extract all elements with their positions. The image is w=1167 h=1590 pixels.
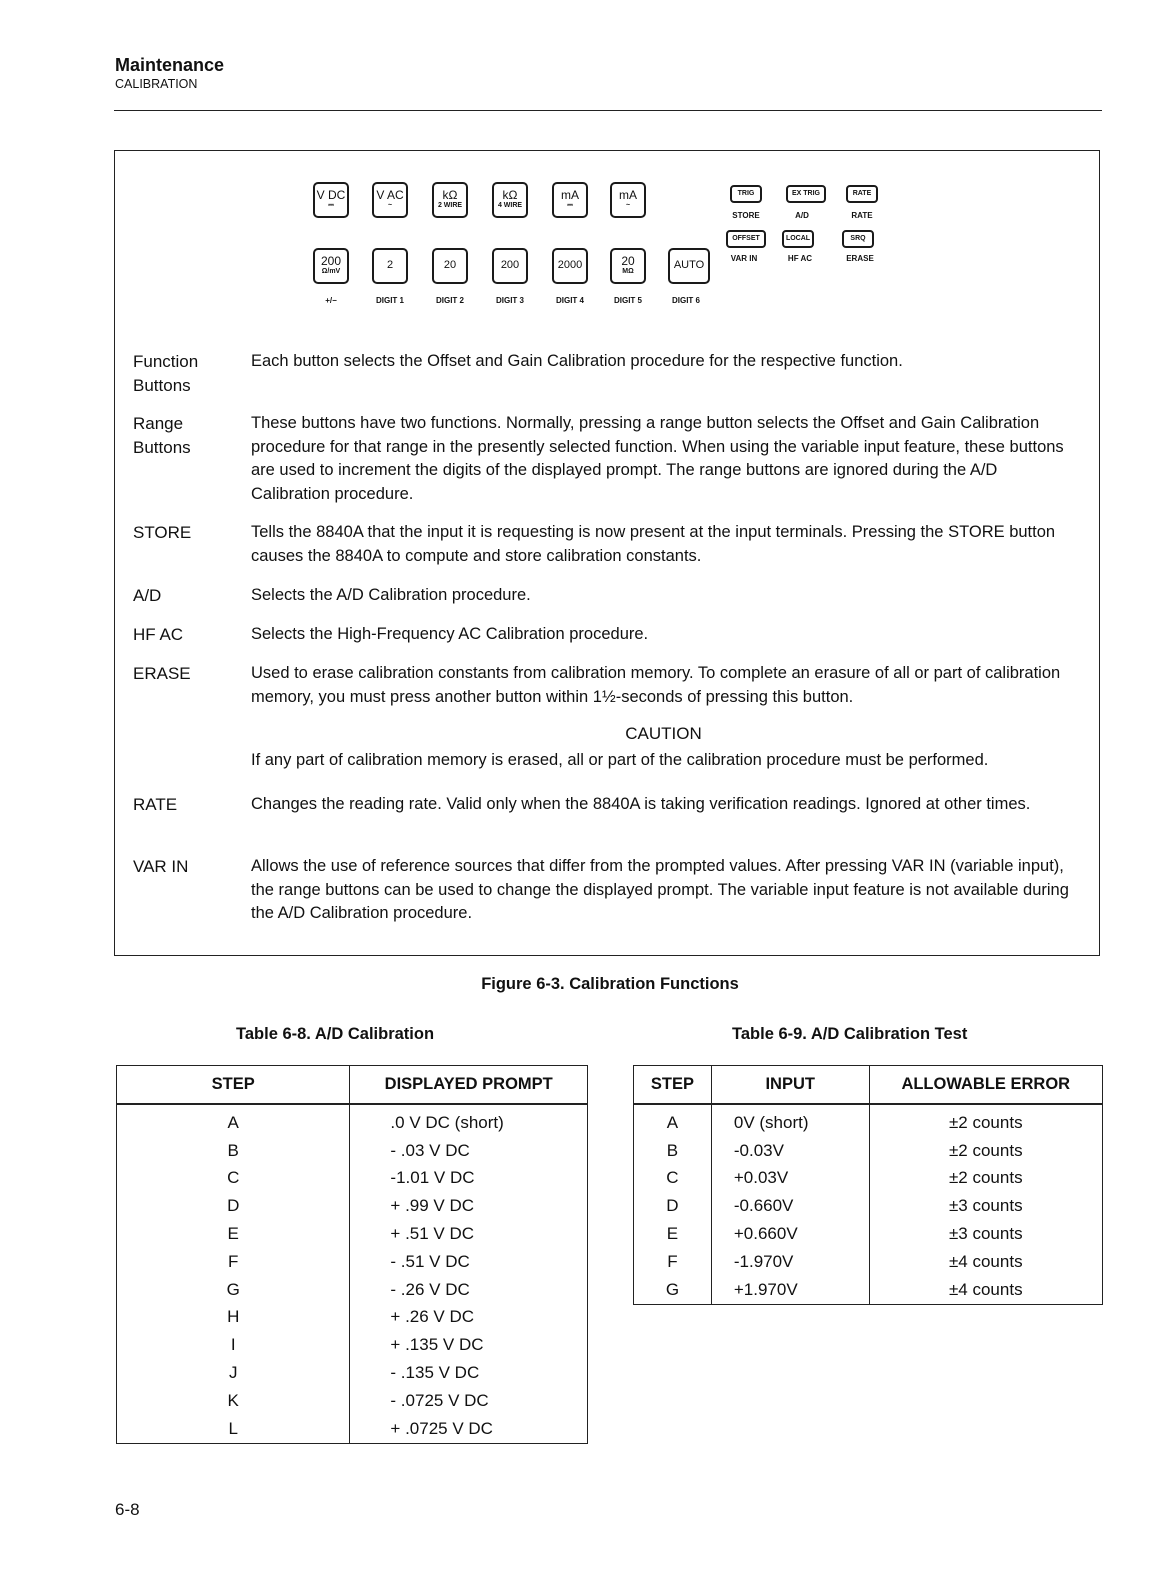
table-cell: C <box>634 1165 712 1193</box>
table-row <box>117 1415 588 1443</box>
table-row <box>634 1165 1103 1193</box>
table-cell: J <box>117 1359 350 1387</box>
secondary-button[interactable]: OFFSET <box>726 230 766 248</box>
secondary-button[interactable]: RATE <box>846 185 878 203</box>
table-row <box>634 1276 1103 1304</box>
definition-term: A/D <box>133 586 162 605</box>
table-row <box>117 1137 588 1165</box>
range-button-sublabel: MΩ <box>622 268 634 275</box>
table-cell: ±2 counts <box>869 1104 1102 1137</box>
range-button[interactable] <box>610 248 646 284</box>
table-cell: -1.01 V DC <box>350 1165 588 1193</box>
range-button-caption: DIGIT 2 <box>435 296 464 305</box>
table-cell: D <box>117 1192 350 1220</box>
definition-text: Selects the High-Frequency AC Calibration procedure. <box>251 625 649 643</box>
secondary-button[interactable]: LOCAL <box>782 230 814 248</box>
range-button-label: 20 <box>621 254 635 268</box>
section-subtitle: CALIBRATION <box>115 77 198 91</box>
table-cell: ±4 counts <box>869 1248 1102 1276</box>
function-button-sublabel: 2 WIRE <box>437 202 463 209</box>
range-button[interactable] <box>668 248 710 284</box>
table-cell: F <box>117 1248 350 1276</box>
function-button[interactable] <box>552 182 588 218</box>
function-button-sublabel: ~ <box>625 202 631 209</box>
header-rule <box>114 110 1102 111</box>
definition-text: Allows the use of reference sources that differ from the prompted values. After pressing VAR IN (variable input), the range buttons can be used to change the displayed prompt. The variable input feature is not available during the A/D Calibration procedure. <box>251 857 1069 922</box>
table-cell: - .0725 V DC <box>350 1387 588 1415</box>
range-button[interactable] <box>372 248 408 284</box>
table-cell: + .0725 V DC <box>350 1415 588 1443</box>
table-row <box>117 1165 588 1193</box>
table-cell: ±2 counts <box>869 1165 1102 1193</box>
definition-term: Function Buttons <box>133 352 199 395</box>
range-button-caption: DIGIT 4 <box>555 296 584 305</box>
table-cell: ±2 counts <box>869 1137 1102 1165</box>
table-ad-caption: Table 6-8. A/D Calibration <box>236 1025 435 1043</box>
table-row <box>117 1359 588 1387</box>
table-row <box>117 1276 588 1304</box>
secondary-button-caption: ERASE <box>846 254 874 263</box>
table-cell: - .26 V DC <box>350 1276 588 1304</box>
figure-caption: Figure 6-3. Calibration Functions <box>481 975 739 993</box>
secondary-button-caption: RATE <box>851 211 873 220</box>
table-cell: K <box>117 1387 350 1415</box>
table-ad-calibration <box>116 1065 588 1444</box>
function-button[interactable] <box>372 182 408 218</box>
range-button-caption: DIGIT 6 <box>671 296 700 305</box>
table-cell: -0.03V <box>711 1137 869 1165</box>
function-button-sublabel: ⎓ <box>328 202 334 209</box>
column-header: STEP <box>634 1066 712 1105</box>
secondary-button-caption: STORE <box>732 211 760 220</box>
definition-term: VAR IN <box>133 857 189 876</box>
secondary-button[interactable]: EX TRIG <box>786 185 826 203</box>
secondary-button[interactable]: SRQ <box>842 230 874 248</box>
table-row <box>634 1220 1103 1248</box>
table-cell: -0.660V <box>711 1192 869 1220</box>
column-header: INPUT <box>711 1066 869 1105</box>
range-button-label: AUTO <box>673 259 705 271</box>
table-cell: I <box>117 1331 350 1359</box>
function-button-label: mA <box>561 188 579 202</box>
function-button-label: V AC <box>376 188 404 202</box>
table-row <box>634 1192 1103 1220</box>
range-button-sublabel: Ω/mV <box>321 268 341 275</box>
table-cell: - .135 V DC <box>350 1359 588 1387</box>
table-cell: - .03 V DC <box>350 1137 588 1165</box>
definition-term: HF AC <box>133 625 184 644</box>
table-cell: A <box>117 1104 350 1137</box>
function-button[interactable] <box>313 182 349 218</box>
table-cell: L <box>117 1415 350 1443</box>
secondary-button-caption: A/D <box>795 211 809 220</box>
function-button[interactable] <box>610 182 646 218</box>
table-cell: G <box>634 1276 712 1304</box>
function-button-label: mA <box>619 188 637 202</box>
table-row <box>117 1304 588 1332</box>
table-cell: A <box>634 1104 712 1137</box>
table-cell: - .51 V DC <box>350 1248 588 1276</box>
table-row <box>634 1248 1103 1276</box>
range-button-label: 200 <box>320 254 342 268</box>
definition-text: These buttons have two functions. Normally, pressing a range button selects the Offset and Gain Calibration procedure for that range in the presently selected function. When using the variable input feature, these buttons are used to increment the digits of the displayed prompt. The range buttons are ignored during the A/D Calibration procedure. <box>251 414 1064 503</box>
table-row <box>117 1331 588 1359</box>
table-row <box>117 1104 588 1137</box>
table-row <box>634 1104 1103 1137</box>
function-button[interactable] <box>432 182 468 218</box>
definition-text: Changes the reading rate. Valid only when the 8840A is taking verification readings. Ignored at other times. <box>251 795 1031 813</box>
table-row <box>117 1192 588 1220</box>
caution-heading: CAUTION <box>625 724 702 743</box>
range-button[interactable] <box>313 248 349 284</box>
table-cell: -1.970V <box>711 1248 869 1276</box>
range-button-label: 200 <box>500 259 520 271</box>
function-button-label: kΩ <box>502 188 518 202</box>
range-button-caption: +/− <box>325 296 337 305</box>
table-row <box>117 1220 588 1248</box>
range-button-label: 20 <box>443 259 457 271</box>
definition-term: Range Buttons <box>133 414 191 457</box>
table-cell: + .26 V DC <box>350 1304 588 1332</box>
table-cell: ±4 counts <box>869 1276 1102 1304</box>
range-button-caption: DIGIT 3 <box>495 296 524 305</box>
definition-text: Tells the 8840A that the input it is requesting is now present at the input terminals. Pressing the STORE button causes the 8840A to compute and store calibration constants. <box>251 523 1056 565</box>
table-cell: E <box>117 1220 350 1248</box>
column-header: STEP <box>117 1066 350 1105</box>
table-cell: + .51 V DC <box>350 1220 588 1248</box>
function-button-sublabel: ~ <box>387 202 393 209</box>
table-ad-calibration-test <box>633 1065 1103 1305</box>
range-button-caption: DIGIT 1 <box>375 296 404 305</box>
function-button-sublabel: 4 WIRE <box>497 202 523 209</box>
section-title: Maintenance <box>115 55 225 75</box>
range-button[interactable] <box>432 248 468 284</box>
secondary-button-caption: VAR IN <box>730 254 758 263</box>
column-header: DISPLAYED PROMPT <box>350 1066 588 1105</box>
range-button[interactable] <box>552 248 588 284</box>
table-row <box>117 1248 588 1276</box>
table-test-caption: Table 6-9. A/D Calibration Test <box>732 1025 968 1043</box>
definition-text: Selects the A/D Calibration procedure. <box>251 586 531 604</box>
table-cell: +0.660V <box>711 1220 869 1248</box>
table-cell: 0V (short) <box>711 1104 869 1137</box>
range-button-label: 2000 <box>557 259 583 271</box>
range-button-label: 2 <box>386 259 394 271</box>
definition-term: RATE <box>133 795 178 814</box>
table-cell: B <box>634 1137 712 1165</box>
secondary-button[interactable]: TRIG <box>730 185 762 203</box>
table-cell: F <box>634 1248 712 1276</box>
caution-text: If any part of calibration memory is erased, all or part of the calibration procedure must be performed. <box>251 751 989 769</box>
table-cell: D <box>634 1192 712 1220</box>
definition-text: Each button selects the Offset and Gain Calibration procedure for the respective function. <box>251 352 903 370</box>
definition-term: STORE <box>133 523 192 542</box>
table-cell: B <box>117 1137 350 1165</box>
table-cell: G <box>117 1276 350 1304</box>
function-button-sublabel: ⎓ <box>567 202 573 209</box>
range-button-caption: DIGIT 5 <box>613 296 642 305</box>
secondary-button-caption: HF AC <box>787 254 813 263</box>
table-cell: C <box>117 1165 350 1193</box>
definition-text: Used to erase calibration constants from calibration memory. To complete an erasure of all or part of calibration memory, you must press another button within 1½-seconds of pressing this button. <box>251 664 1061 706</box>
table-cell: + .135 V DC <box>350 1331 588 1359</box>
range-button[interactable] <box>492 248 528 284</box>
table-cell: +1.970V <box>711 1276 869 1304</box>
page-number: 6-8 <box>115 1500 140 1519</box>
definition-term: ERASE <box>133 664 191 683</box>
table-row <box>634 1137 1103 1165</box>
function-button-label: V DC <box>316 188 346 202</box>
table-cell: +0.03V <box>711 1165 869 1193</box>
column-header: ALLOWABLE ERROR <box>869 1066 1102 1105</box>
table-cell: ±3 counts <box>869 1192 1102 1220</box>
table-cell: H <box>117 1304 350 1332</box>
table-cell: ±3 counts <box>869 1220 1102 1248</box>
function-button-label: kΩ <box>442 188 458 202</box>
table-cell: .0 V DC (short) <box>350 1104 588 1137</box>
table-row <box>117 1387 588 1415</box>
table-cell: E <box>634 1220 712 1248</box>
table-cell: + .99 V DC <box>350 1192 588 1220</box>
function-button[interactable] <box>492 182 528 218</box>
